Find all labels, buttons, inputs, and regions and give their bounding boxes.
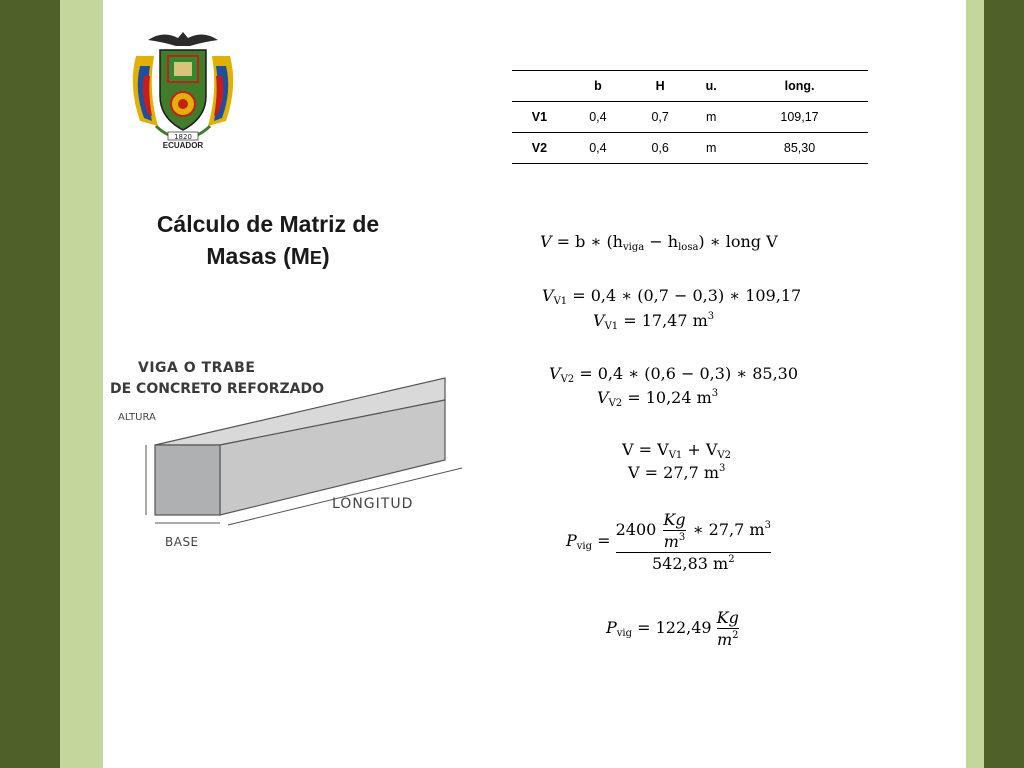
equation-v1-substitution: [542, 286, 801, 307]
eq-term: = 0,4 ∗ (0,6 − 0,3) ∗ 85,30: [574, 364, 799, 383]
title-line-2: [130, 240, 406, 274]
eq-subscript: losa: [678, 242, 699, 253]
eq-term: V = V: [622, 440, 669, 459]
fraction-bar: [663, 530, 685, 531]
table-cell: V2: [531, 141, 548, 155]
title-line-1: Cálculo de Matriz de: [156, 211, 380, 237]
eq-term: V: [549, 364, 561, 383]
eq-subscript: V1: [668, 450, 683, 461]
eq-superscript: 2: [732, 630, 739, 641]
table-row: [512, 102, 868, 133]
eq-term: m: [717, 630, 733, 649]
svg-text:1820: 1820: [174, 133, 192, 141]
equation-v2-substitution: [549, 364, 798, 385]
title-text: E: [309, 248, 322, 268]
eq-term: 2400: [615, 520, 657, 539]
table-cell: 85,30: [783, 141, 816, 155]
eq-term: Kg: [716, 608, 739, 627]
table-row: [512, 133, 868, 164]
eq-subscript: V2: [560, 374, 575, 385]
eq-term: = b ∗ (h: [556, 232, 623, 251]
eq-term: 542,83 m: [651, 554, 729, 573]
table-header: H: [655, 79, 665, 93]
eq-subscript: V2: [717, 450, 732, 461]
ecuador-coat-of-arms-logo: [118, 26, 248, 154]
equation-beam-weight-result: [606, 608, 739, 649]
eq-superscript: 3: [711, 388, 719, 399]
fraction-bar: [717, 628, 739, 629]
eq-term: V: [542, 286, 554, 305]
title-text: Masas (M: [206, 243, 310, 269]
slide-title: [130, 208, 406, 274]
eq-term: V = 27,7 m: [628, 463, 720, 482]
eq-term: − h: [644, 232, 679, 251]
eq-subscript: vig: [576, 541, 593, 552]
eq-denominator: [663, 532, 685, 551]
eq-superscript: 3: [678, 532, 686, 543]
table-cell: 0,6: [651, 141, 669, 155]
eq-term: = 10,24 m: [622, 388, 712, 407]
table-header: u.: [705, 79, 717, 93]
eq-lhs: [606, 618, 712, 639]
eq-subscript: V2: [608, 398, 623, 409]
left-dark-bar: [0, 0, 60, 768]
eq-subscript: V1: [553, 296, 568, 307]
table-cell: 0,4: [589, 141, 607, 155]
equation-beam-weight: [566, 510, 771, 573]
table-cell: 0,7: [651, 110, 669, 124]
eq-term: = 122,49: [632, 618, 712, 637]
eq-lhs: [566, 531, 611, 552]
table-cell: m: [705, 141, 717, 155]
table-header: long.: [784, 79, 815, 93]
eq-term: P: [566, 531, 577, 550]
eq-term: =: [592, 531, 611, 550]
eq-term: Kg: [663, 510, 686, 529]
equation-v2-result: [597, 388, 718, 409]
beam-length-label: LONGITUD: [332, 496, 414, 512]
beam-base-label: BASE: [165, 535, 199, 549]
concrete-beam-illustration: [100, 370, 480, 550]
eq-numerator: [616, 510, 771, 551]
eq-superscript: 3: [719, 463, 726, 474]
beam-dimensions-table: [512, 70, 868, 164]
eq-subscript: V1: [604, 321, 619, 332]
table-cell: V1: [531, 110, 548, 124]
right-dark-bar: [984, 0, 1024, 768]
table-header: [512, 71, 567, 102]
eq-term: ) ∗ long V: [698, 232, 778, 251]
eq-numerator: [717, 608, 739, 627]
fraction-bar: [616, 552, 771, 553]
table-cell: 0,4: [589, 110, 607, 124]
eq-fraction: [616, 510, 771, 573]
eq-term: V: [593, 311, 605, 330]
eq-denominator: [717, 630, 739, 649]
logo-caption: ECUADOR: [162, 141, 204, 150]
eq-denominator: [616, 554, 771, 573]
beam-label-title: VIGA O TRABE: [138, 360, 256, 376]
eq-term: = 0,4 ∗ (0,7 − 0,3) ∗ 109,17: [567, 286, 802, 305]
eq-term: m: [663, 532, 679, 551]
eq-term: V: [540, 232, 552, 251]
eq-unit-fraction: [663, 510, 685, 551]
equation-v1-result: [593, 311, 714, 332]
table-cell: m: [705, 110, 717, 124]
eq-term: V: [597, 388, 609, 407]
eq-superscript: 3: [764, 520, 771, 531]
eq-subscript: viga: [622, 242, 645, 253]
eq-numerator: [663, 510, 685, 529]
eq-superscript: 2: [728, 554, 735, 565]
title-text: ): [321, 243, 330, 269]
eq-unit-fraction: [717, 608, 739, 649]
equation-total-volume: [622, 440, 731, 461]
eq-superscript: 3: [707, 311, 715, 322]
eq-term: P: [606, 618, 617, 637]
equation-volume-formula: [540, 232, 778, 253]
table-header-row: [512, 71, 868, 102]
table-cell: 109,17: [780, 110, 819, 124]
left-light-bar: [60, 0, 103, 768]
beam-height-label: ALTURA: [118, 412, 156, 423]
right-light-bar: [966, 0, 984, 768]
table-header: b: [594, 79, 602, 93]
eq-term: ∗ 27,7 m: [687, 520, 765, 539]
eq-subscript: vig: [616, 628, 633, 639]
eq-term: = 17,47 m: [618, 311, 708, 330]
beam-label-subtitle: DE CONCRETO REFORZADO: [110, 381, 324, 397]
eq-term: + V: [682, 440, 718, 459]
equation-total-volume-result: [628, 463, 725, 482]
